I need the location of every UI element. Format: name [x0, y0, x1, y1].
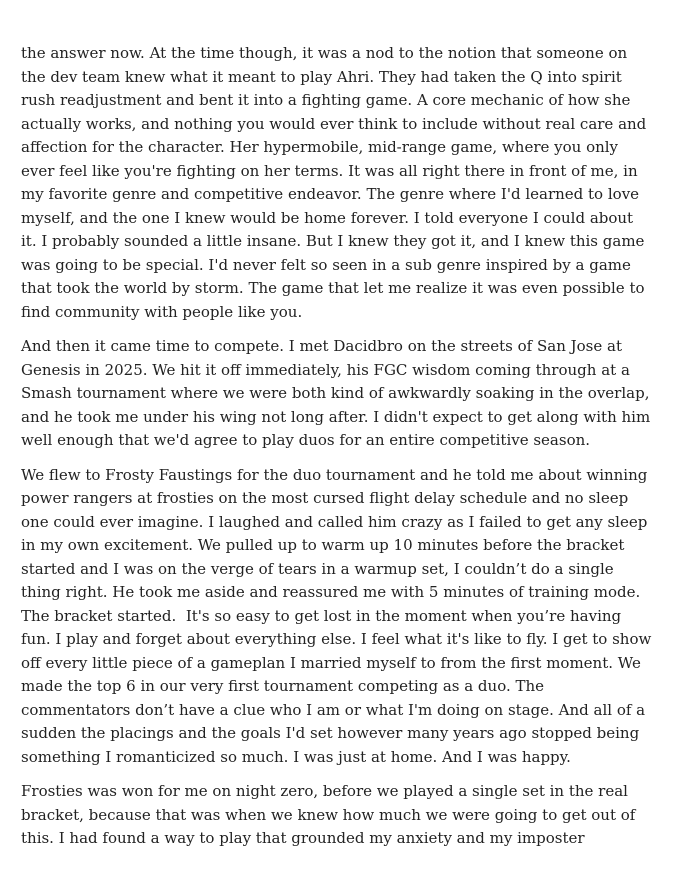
article-body	[21, 42, 657, 862]
paragraph-3: We flew to Frosty Faustings for the duo tournament and he told me about winning power rangers at frosties on the most cursed flight delay schedule and no sleep one could ever imagine. I laughed and called him crazy as I failed to get any sleep in my own excitement. We pulled up to warm up 10 minutes before the bracket started and I was on the verge of tears in a warmup set, I couldn’t do a single thing right. He took me aside and reassured me with 5 minutes of training mode. The bracket started. It's so easy to get lost in the moment when you’re having fun. I play and forget about everything else. I feel what it's like to fly. I get to show off every little piece of a gameplan I married myself to from the first moment. We made the top 6 in our very first tournament competing as a duo. The commentators don’t have a clue who I am or what I'm doing on stage. And all of a sudden the placings and the goals I'd set however many years ago stopped being something I romanticized so much. I was just at home. And I was happy.	[21, 465, 657, 766]
paragraph-2: And then it came time to compete. I met Dacidbro on the streets of San Jose at Genesis in 2025. We hit it off immediately, his FGC wisdom coming through at a Smash tournament where we were both kind of awkwardly soaking in the overlap, and he took me under his wing not long after. I didn't expect to get along with him well enough that we'd agree to play duos for an entire competitive season.	[21, 337, 655, 449]
paragraph-1: the answer now. At the time though, it was a nod to the notion that someone on the dev team knew what it meant to play Ahri. They had taken the Q into spirit rush readjustment and bent it into a fighting game. A core mechanic of how she actually works, and nothing you would ever think to include without real care and affection for the character. Her hypermobile, mid-range game, where you only ever feel like you're fighting on her terms. It was all right there in front of me, in my favorite genre and competitive endeavor. The genre where I'd learned to love myself, and the one I knew would be home forever. I told everyone I could about it. I probably sounded a little insane. But I knew they got it, and I knew this game was going to be special. I'd never felt so seen in a sub genre inspired by a game that took the world by storm. The game that let me realize it was even possible to find community with people like you.	[21, 44, 652, 321]
paragraph-4: Frosties was won for me on night zero, before we played a single set in the real bracket, because that was when we knew how much we were going to get out of this. I had found a way to play that grounded my anxiety and my imposter	[21, 782, 641, 847]
